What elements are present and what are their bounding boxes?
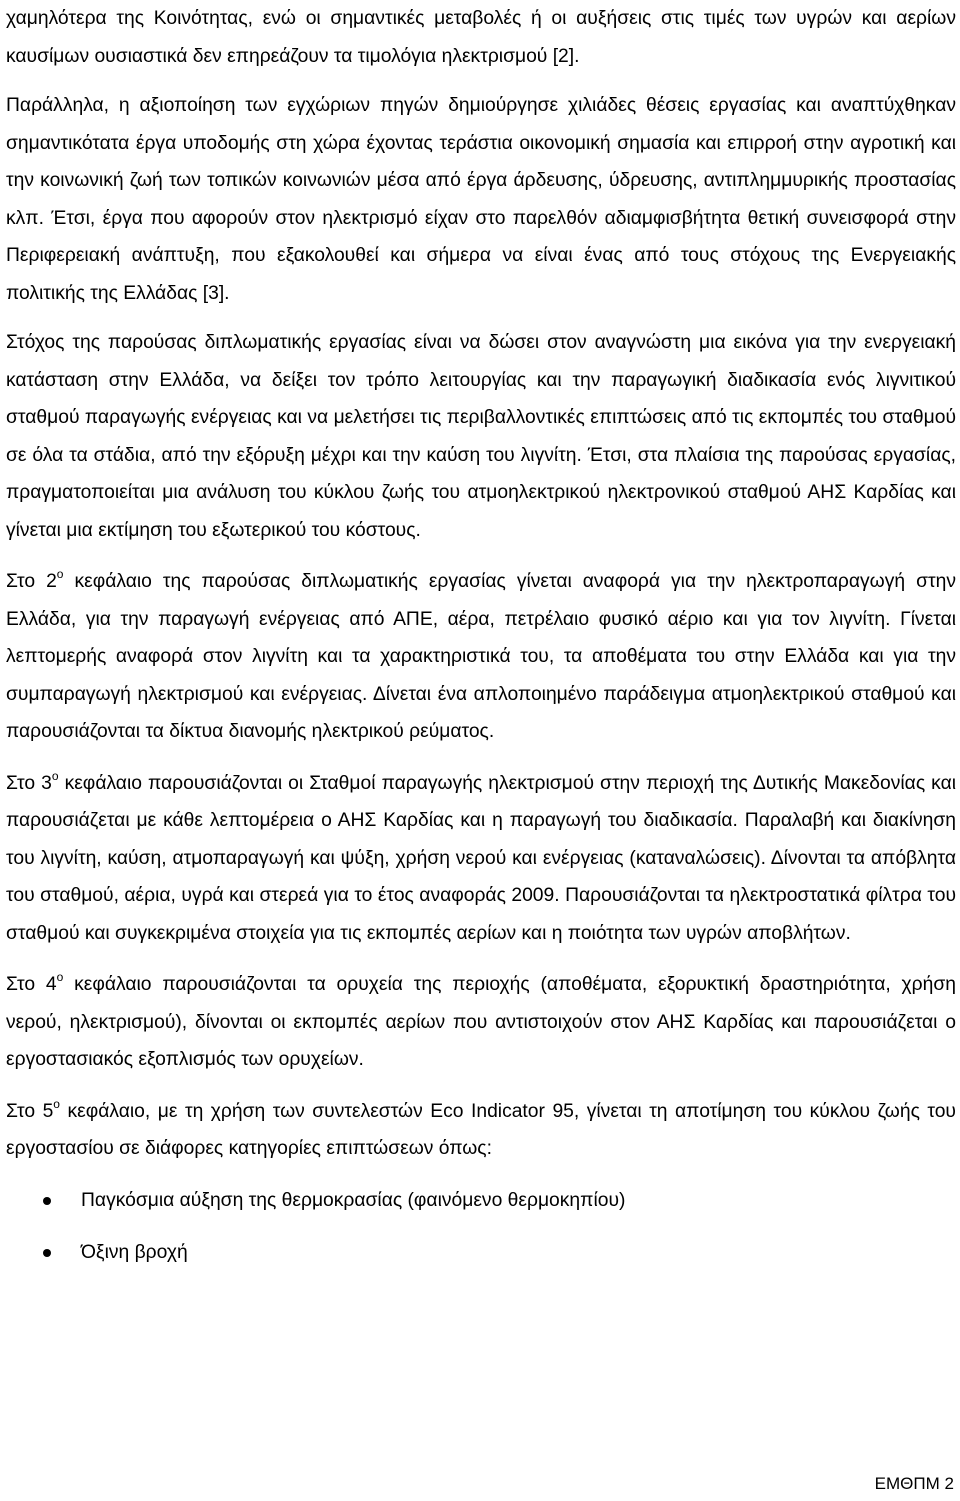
- list-item: [6, 1234, 956, 1272]
- chapter-5-prefix: Στο 5: [6, 1100, 54, 1122]
- page-footer-label: ΕΜΘΠΜ 2: [874, 1474, 954, 1493]
- list-item-text: Παγκόσμια αύξηση της θερμοκρασίας (φαινόμενο θερμοκηπίου): [81, 1189, 626, 1211]
- list-item: [6, 1182, 956, 1220]
- list-item-text: Όξινη βροχή: [81, 1242, 188, 1263]
- chapter-4-ordinal: ο: [56, 970, 64, 984]
- paragraph-chapter-2: [6, 563, 956, 751]
- paragraph-intro: χαμηλότερα της Κοινότητας, ενώ οι σημαντικές μεταβολές ή οι αυξήσεις στις τιμές των υγρών και αερίων καυσίμων ουσιαστικά δεν επηρεάζουν τα τιμολόγια ηλεκτρισμού [2].: [6, 8, 956, 67]
- paragraph-chapter-5: [6, 1093, 956, 1168]
- chapter-2-text: κεφάλαιο της παρούσας διπλωματικής εργασίας γίνεται αναφορά για την ηλεκτροπαραγωγή στην Ελλάδα, για την παραγωγή ενέργειας από ΑΠΕ, αέρα, πετρέλαιο φυσικό αέριο και για τον λιγνίτη. Γίνεται λεπτομερής αναφορά στον λιγνίτη και τα χαρακτηριστικά του, τα αποθέματα του στην Ελλάδα και για την συμπαραγωγή ηλεκτρισμού και ενέργειας. Δίνεται ένα απλοποιημένο παράδειγμα ατμοηλεκτρικού σταθμού και παρουσιάζονται τα δίκτυα διανομής ηλεκτρικού ρεύματος.: [6, 571, 956, 742]
- chapter-3-text: κεφάλαιο παρουσιάζονται οι Σταθμοί παραγωγής ηλεκτρισμού στην περιοχή της Δυτικής Μακεδονίας και παρουσιάζεται με κάθε λεπτομέρεια ο ΑΗΣ Καρδίας και η παραγωγή του διαδικασία. Παραλαβή και διακίνηση του λιγνίτη, καύση, ατμοπαραγωγή και ψύξη, χρήση νερού και ενέργειας (καταναλώσεις). Δίνονται τα απόβλητα του σταθμού, αέρια, υγρά και στερεά για το έτος αναφοράς 2009. Παρουσιάζονται τα ηλεκτροστατικά φίλτρα του σταθμού και συγκεκριμένα στοιχεία για τις εκπομπές αερίων και η ποιότητα των υγρών αποβλήτων.: [6, 772, 956, 944]
- chapter-2-prefix: Στο 2: [6, 571, 57, 592]
- chapter-3-ordinal: ο: [51, 768, 59, 783]
- bullet-icon: [43, 1197, 51, 1205]
- chapter-3-prefix: Στο 3: [6, 772, 52, 794]
- chapter-4-prefix: Στο 4: [6, 974, 57, 995]
- paragraph-chapter-3: [6, 765, 956, 953]
- bullet-icon: [43, 1249, 51, 1257]
- paragraph-chapter-4: [6, 966, 956, 1079]
- chapter-2-ordinal: ο: [56, 567, 64, 581]
- impact-category-list: [6, 1182, 956, 1272]
- document-page: [6, 0, 956, 1272]
- chapter-5-text: κεφάλαιο, με τη χρήση των συντελεστών Eco Indicator 95, γίνεται τη αποτίμηση του κύκλου ζωής του εργοστασίου σε διάφορες κατηγορίες επιπτώσεων όπως:: [6, 1100, 956, 1159]
- chapter-5-ordinal: ο: [53, 1096, 60, 1111]
- chapter-4-text: κεφάλαιο παρουσιάζονται τα ορυχεία της περιοχής (αποθέματα, εξορυκτική δραστηριότητα, χρήση νερού, ηλεκτρισμού), δίνονται οι εκπομπές αερίων που αντιστοιχούν στον ΑΗΣ Καρδίας και παρουσιάζεται ο εργοστασιακός εξοπλισμός των ορυχείων.: [6, 974, 956, 1070]
- paragraph-thesis-goal: Στόχος της παρούσας διπλωματικής εργασίας είναι να δώσει στον αναγνώστη μια εικόνα για την ενεργειακή κατάσταση στην Ελλάδα, να δείξει τον τρόπο λειτουργίας και την παραγωγική διαδικασία ενός λιγνιτικού σταθμού παραγωγής ενέργειας και να μελετήσει τις περιβαλλοντικές επιπτώσεις από τις εκπομπές του σταθμού σε όλα τα στάδια, από την εξόρυξη μέχρι και την καύση του λιγνίτη. Έτσι, στα πλαίσια της παρούσας εργασίας, πραγματοποιείται μια ανάλυση του κύκλου ζωής του ατμοηλεκτρικού ηλεκτρονικού σταθμού ΑΗΣ Καρδίας και γίνεται μια εκτίμηση του εξωτερικού του κόστους.: [6, 332, 956, 541]
- paragraph-local-sources: Παράλληλα, η αξιοποίηση των εγχώριων πηγών δημιούργησε χιλιάδες θέσεις εργασίας και αναπτύχθηκαν σημαντικότατα έργα υποδομής στη χώρα έχοντας τεράστια οικονομική σημασία και επιρροή στην αγροτική και την κοινωνική ζωή των τοπικών κοινωνιών μέσα από έργα άρδευσης, ύδρευσης, αντιπλημμυρικής προστασίας κλπ. Έτσι, έργα που αφορούν στον ηλεκτρισμό είχαν στο παρελθόν αδιαμφισβήτητα θετική συνεισφορά στην Περιφερειακή ανάπτυξη, που εξακολουθεί και σήμερα να είναι ένας από τους στόχους της Ενεργειακής πολιτικής της Ελλάδας [3].: [6, 95, 956, 304]
